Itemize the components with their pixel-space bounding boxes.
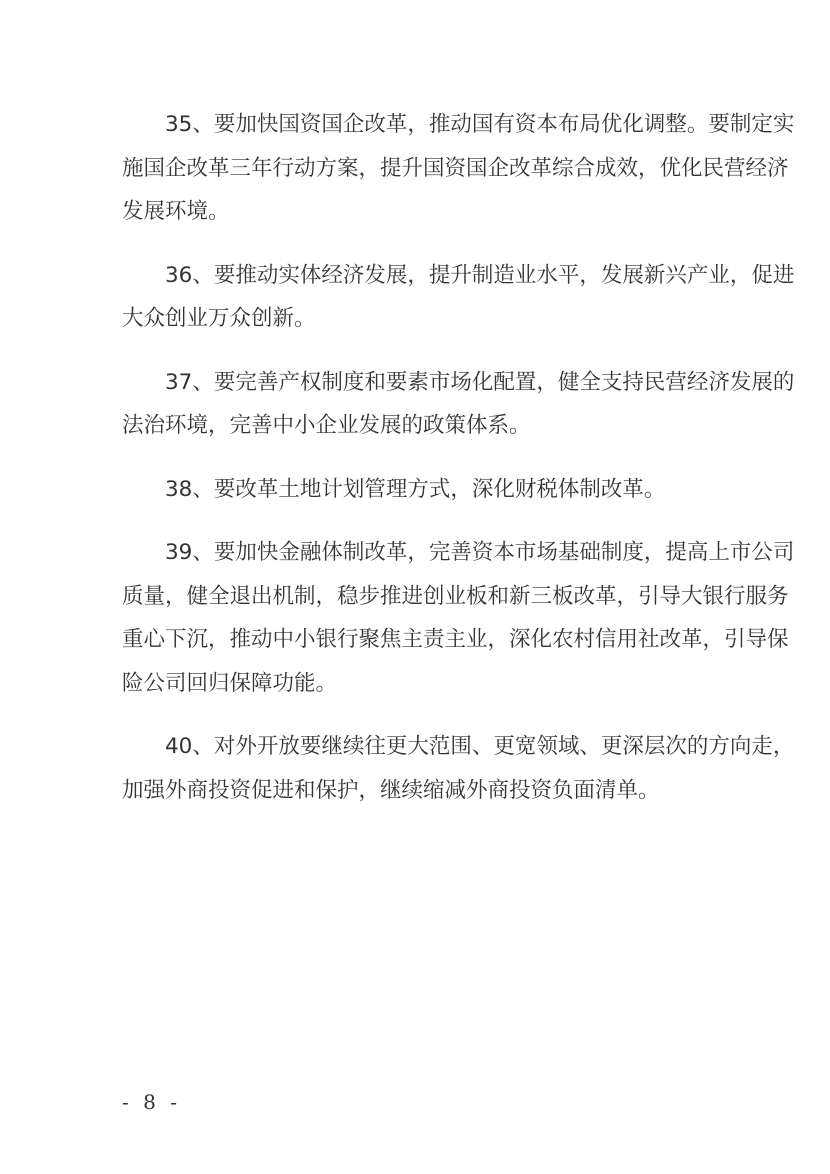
paragraph-line: 施国企改革三年行动方案，提升国资国企改革综合成效，优化民营经济 [122, 155, 789, 181]
paragraph-line: 大众创业万众创新。 [122, 306, 316, 331]
paragraph [122, 468, 706, 512]
paragraph-line: 38、要改革土地计划管理方式，深化财税体制改革。 [165, 476, 666, 502]
paragraph-line: 重心下沉，推动中小银行聚焦主责主业，深化农村信用社改革，引导保 [122, 627, 789, 652]
paragraph-line: 40、对外开放要继续往更大范围、更宽领域、更深层次的方向走， [165, 734, 795, 759]
page-number: - 8 - [122, 1090, 181, 1114]
paragraph [122, 254, 795, 341]
paragraph-line: 发展环境。 [122, 199, 230, 224]
paragraph-line: 35、要加快国资国企改革，推动国有资本布局优化调整。要制定实 [165, 112, 795, 137]
paragraph-line: 39、要加快金融体制改革，完善资本市场基础制度，提高上市公司 [165, 540, 795, 565]
document-body [122, 103, 795, 832]
paragraph [122, 725, 795, 812]
paragraph-line: 法治环境，完善中小企业发展的政策体系。 [122, 413, 531, 438]
paragraph-line: 质量，健全退出机制，稳步推进创业板和新三板改革，引导大银行服务 [122, 583, 789, 609]
paragraph [122, 531, 795, 705]
paragraph-line: 37、要完善产权制度和要素市场化配置，健全支持民营经济发展的 [165, 369, 795, 395]
paragraph-line: 险公司回归保障功能。 [122, 670, 338, 696]
paragraph-line: 加强外商投资促进和保护，继续缩减外商投资负面清单。 [122, 777, 660, 803]
paragraph [122, 361, 795, 448]
paragraph-line: 36、要推动实体经济发展，提升制造业水平，发展新兴产业，促进 [165, 262, 795, 288]
paragraph [122, 103, 795, 234]
